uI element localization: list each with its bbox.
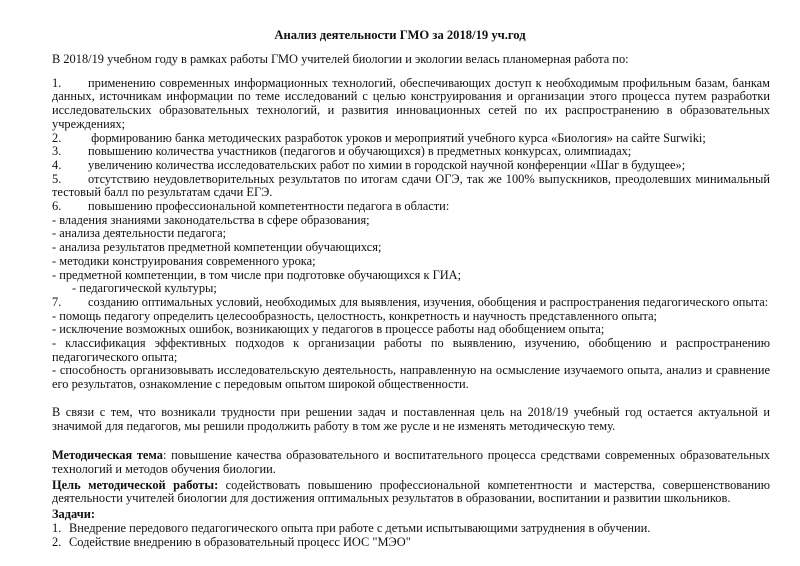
sub-item: - исключение возможных ошибок, возникающих у педагогов в процессе работы над обобщением опыта; (52, 322, 605, 337)
item-number: 6. (52, 199, 62, 214)
list-item (52, 132, 770, 146)
item-number: 1. (52, 75, 62, 90)
intro-paragraph: В 2018/19 учебном году в рамках работы ГМО учителей биологии и экологии велась планомерная работа по: (52, 52, 629, 66)
list-item (52, 159, 770, 173)
sub-item: - способность организовывать исследовательскую деятельность, направленную на осмысление изучаемого опыта, анализ и сравнение его результатов, ознакомление с передовым опытом широкой общественности. (52, 363, 770, 392)
task-item (52, 522, 770, 536)
list-item (52, 296, 770, 310)
conclusion-paragraph: В связи с тем, что возникали трудности при решении задач и поставленная цель на 2018/19 учебный год остается актуальной и значимой для педагогов, мы решили продолжить работу в том же русле и не изменять методическую тему. (52, 404, 770, 433)
list-item (52, 200, 770, 214)
list-item (52, 173, 770, 200)
sub-item: - педагогической культуры; (72, 281, 217, 296)
sub-item: - владения знаниями законодательства в сфере образования; (52, 212, 370, 227)
task-number: 2. (52, 534, 62, 549)
task-item (52, 536, 770, 550)
sub-item: - методики конструирования современного урока; (52, 253, 316, 268)
theme-text: : повышение качества образовательного и воспитательного процесса средствами современных образовательных технологий и методов обучения биологии. (52, 448, 771, 476)
task-number: 1. (52, 520, 62, 535)
task-text: Внедрение передового педагогического опыта при работе с детьми испытывающими затруднения в обучении. (69, 520, 651, 535)
list-item (52, 145, 770, 159)
sub-item: - предметной компетенции, в том числе при подготовке обучающихся к ГИА; (52, 267, 462, 282)
tasks-section (52, 508, 770, 549)
item-number: 4. (52, 157, 62, 172)
list-item (52, 77, 770, 132)
item-text: применению современных информационных технологий, обеспечивающих доступ к необходимым профильным базам, банкам данных, источникам информации по теме исследований с целью конструирования и организации этого процесса путем разработки исследовательских образовательных технологий, и развития инновационных сетей по их распространению в образовательных учреждениях; (52, 75, 770, 131)
item-text: созданию оптимальных условий, необходимых для выявления, изучения, обобщения и распространения педагогического опыта: (88, 294, 769, 309)
item-text: отсутствию неудовлетворительных результатов по итогам сдачи ОГЭ, так же 100% выпускников, преодолевших минимальный тестовый балл по результатам сдачи ЕГЭ. (52, 171, 770, 200)
item-text: повышению профессиональной компетентности педагога в области: (88, 199, 450, 214)
theme-label: Методическая тема (52, 448, 163, 463)
goal-label: Цель методической работы: (52, 477, 219, 492)
item-number: 2. (52, 130, 62, 145)
task-text: Содействие внедрению в образовательный процесс ИОС "МЭО" (69, 534, 411, 549)
item-text: формированию банка методических разработок уроков и мероприятий учебного курса «Биология» на сайте Surwiki; (91, 130, 706, 145)
sub-item: - анализа результатов предметной компетенции обучающихся; (52, 240, 382, 255)
sub-item: - анализа деятельности педагога; (52, 226, 227, 241)
item-number: 5. (52, 171, 62, 186)
document-title: Анализ деятельности ГМО за 2018/19 уч.год (274, 28, 526, 42)
sub-item: - классификация эффективных подходов к организации работы по выявлению, изучению, обобщению и распространению педагогического опыта; (52, 336, 770, 364)
item-text: увеличению количества исследовательских работ по химии в городской научной конференции «Шаг в будущее»; (88, 157, 686, 172)
item-text: повышению количества участников (педагогов и обучающихся) в предметных конкурсах, олимпиадах; (88, 144, 632, 159)
work-list (52, 77, 770, 392)
item-number: 7. (52, 294, 62, 309)
tasks-label: Задачи: (52, 507, 95, 522)
sub-item: - помощь педагогу определить целесообразность, целостность, конкретность и научность представленного опыта; (52, 308, 658, 323)
methodical-theme (52, 449, 770, 476)
goal-text: содействовать повышению профессиональной компетентности и мастерства, совершенствованию деятельности учителей биологии для достижения оптимальных результатов в образовании, воспитании и развитии школьников. (52, 477, 770, 506)
methodical-goal (52, 479, 770, 506)
item-number: 3. (52, 144, 62, 159)
